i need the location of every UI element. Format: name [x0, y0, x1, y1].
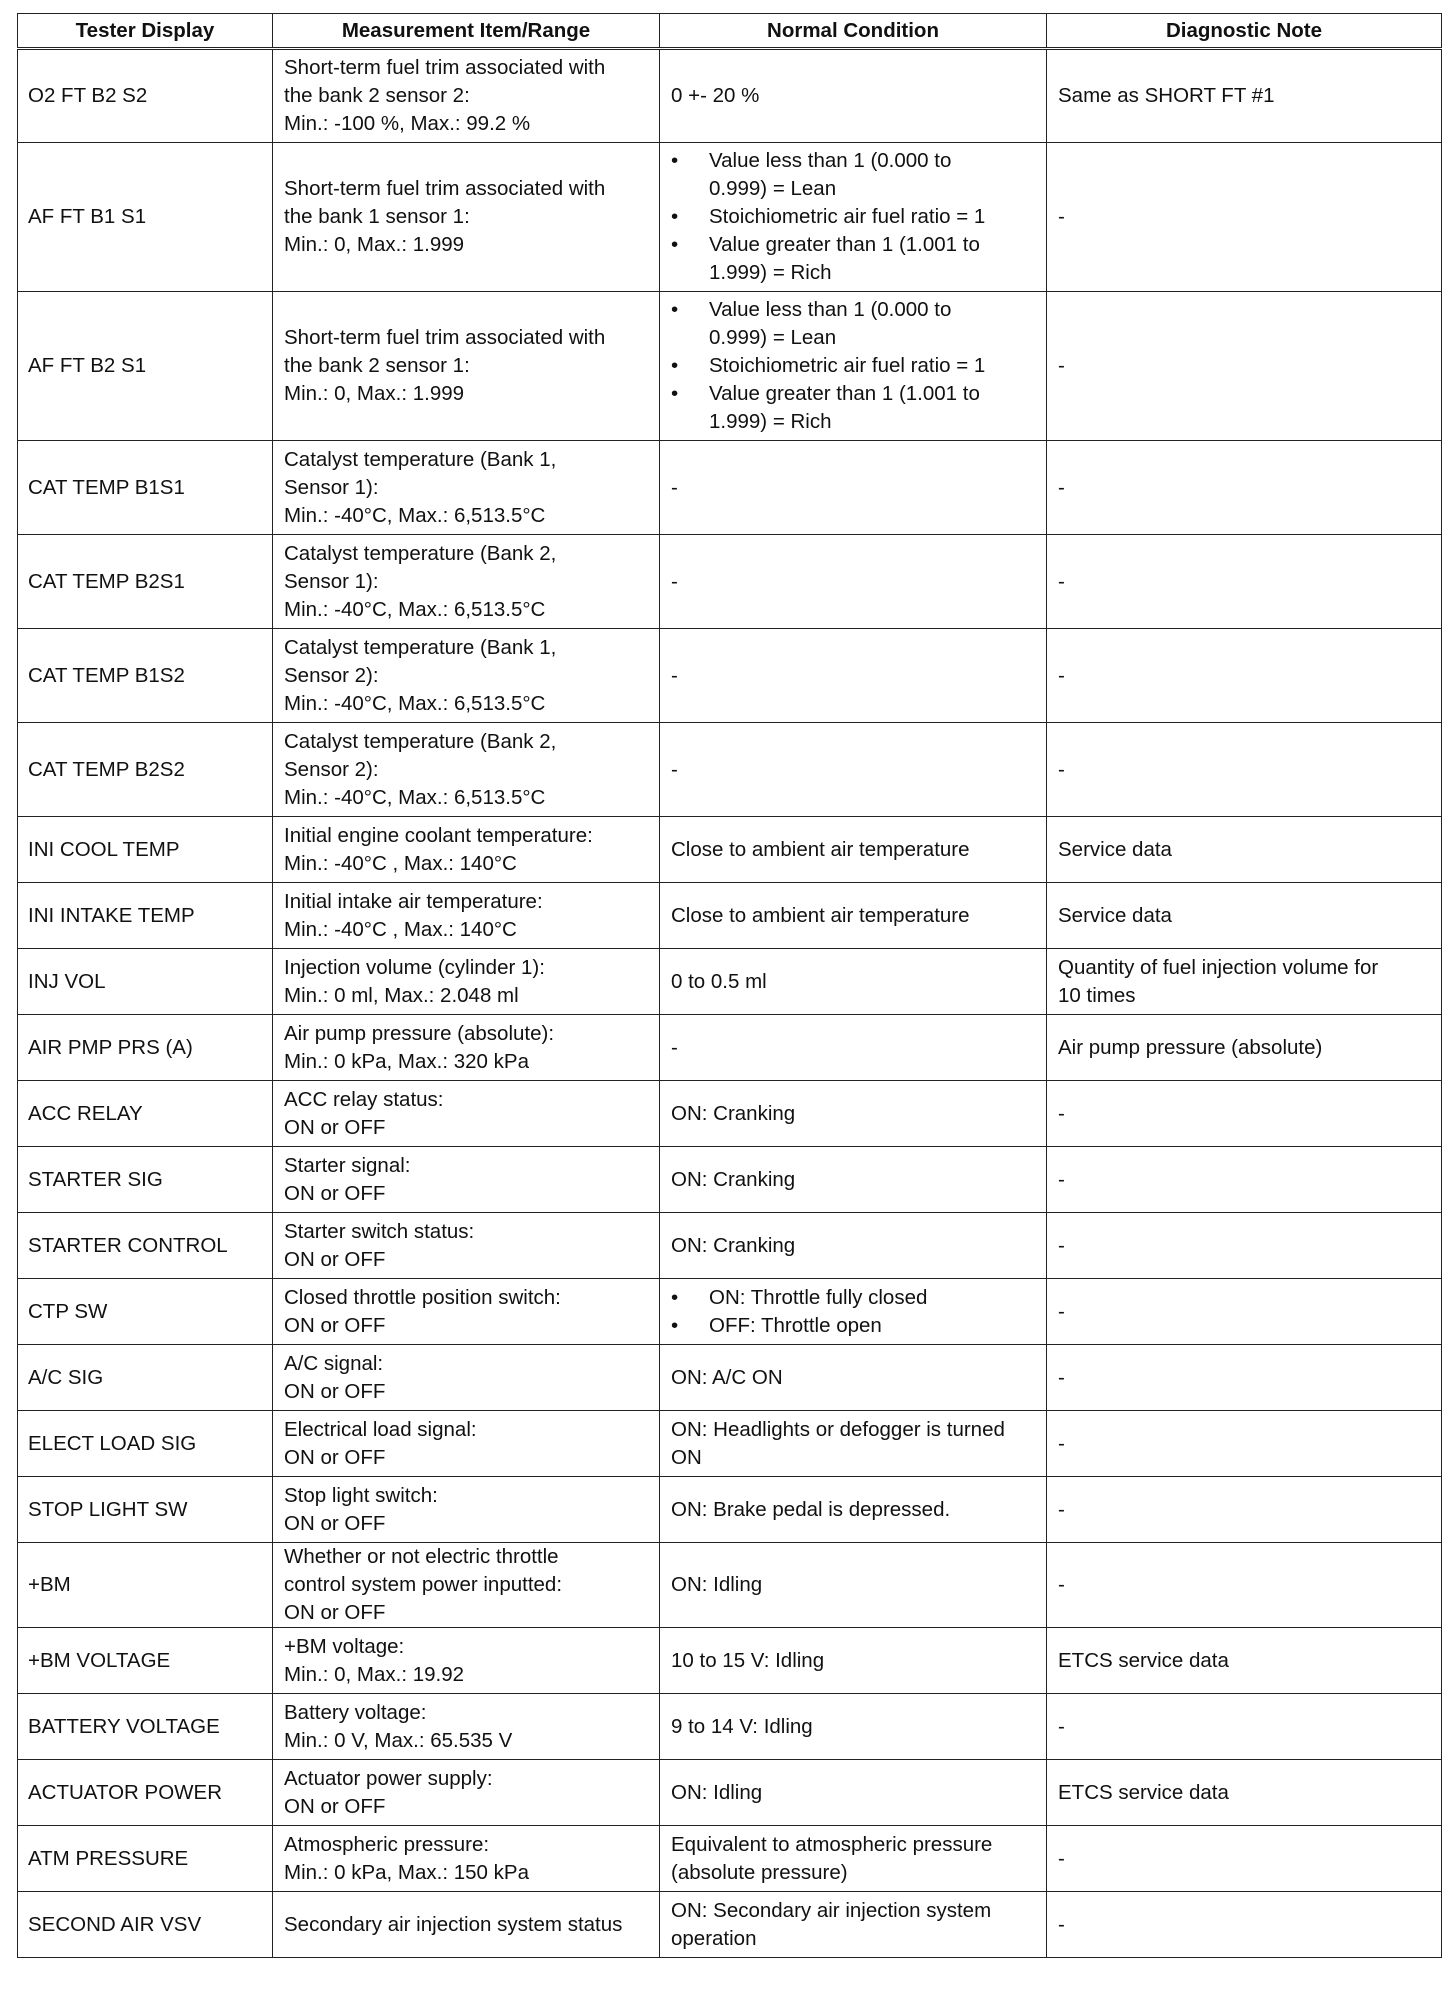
measurement-item-cell: A/C signal: ON or OFF [273, 1345, 660, 1411]
table-row [18, 1543, 1442, 1628]
table-row [18, 1147, 1442, 1213]
measurement-item-cell: Short-term fuel trim associated with the bank 1 sensor 1: Min.: 0, Max.: 1.999 [273, 143, 660, 292]
normal-condition-cell: ON: Cranking [660, 1081, 1047, 1147]
normal-condition-cell: ON: Idling [660, 1760, 1047, 1826]
normal-condition-cell: ON: Idling [660, 1543, 1047, 1628]
normal-condition-cell: 9 to 14 V: Idling [660, 1694, 1047, 1760]
tester-display-cell: INJ VOL [18, 949, 273, 1015]
normal-condition-cell [660, 143, 1047, 292]
normal-condition-cell: - [660, 1015, 1047, 1081]
normal-condition-cell: - [660, 723, 1047, 817]
normal-condition-cell: 10 to 15 V: Idling [660, 1628, 1047, 1694]
normal-condition-cell: Close to ambient air temperature [660, 817, 1047, 883]
header-tester-display: Tester Display [18, 14, 273, 49]
diagnostic-note-cell: - [1047, 1694, 1442, 1760]
table-row [18, 535, 1442, 629]
table-row [18, 49, 1442, 143]
measurement-item-cell: +BM voltage: Min.: 0, Max.: 19.92 [273, 1628, 660, 1694]
diagnostic-note-cell: - [1047, 292, 1442, 441]
tester-display-cell: STARTER CONTROL [18, 1213, 273, 1279]
tester-display-cell: O2 FT B2 S2 [18, 49, 273, 143]
measurement-item-cell: ACC relay status: ON or OFF [273, 1081, 660, 1147]
tester-display-cell: A/C SIG [18, 1345, 273, 1411]
table-row [18, 883, 1442, 949]
measurement-item-cell: Air pump pressure (absolute): Min.: 0 kPa, Max.: 320 kPa [273, 1015, 660, 1081]
normal-condition-cell: ON: A/C ON [660, 1345, 1047, 1411]
measurement-item-cell: Short-term fuel trim associated with the bank 2 sensor 2: Min.: -100 %, Max.: 99.2 % [273, 49, 660, 143]
measurement-item-cell: Initial engine coolant temperature: Min.: -40°C , Max.: 140°C [273, 817, 660, 883]
table-row [18, 1081, 1442, 1147]
tester-display-cell: +BM [18, 1543, 273, 1628]
measurement-item-cell: Electrical load signal: ON or OFF [273, 1411, 660, 1477]
normal-condition-cell: ON: Cranking [660, 1213, 1047, 1279]
diagnostic-note-cell: Service data [1047, 817, 1442, 883]
diagnostic-note-cell: ETCS service data [1047, 1628, 1442, 1694]
measurement-item-cell: Actuator power supply: ON or OFF [273, 1760, 660, 1826]
tester-display-cell: +BM VOLTAGE [18, 1628, 273, 1694]
measurement-item-cell: Starter switch status: ON or OFF [273, 1213, 660, 1279]
normal-condition-bullet: • OFF: Throttle open [671, 1312, 1036, 1340]
table-row [18, 1477, 1442, 1543]
diagnostic-note-cell: - [1047, 441, 1442, 535]
normal-condition-cell: Equivalent to atmospheric pressure (absolute pressure) [660, 1826, 1047, 1892]
measurement-item-cell: Short-term fuel trim associated with the bank 2 sensor 1: Min.: 0, Max.: 1.999 [273, 292, 660, 441]
diagnostic-note-cell: - [1047, 1147, 1442, 1213]
normal-condition-cell: 0 to 0.5 ml [660, 949, 1047, 1015]
diagnostic-note-cell: - [1047, 1213, 1442, 1279]
measurement-item-cell: Catalyst temperature (Bank 2, Sensor 1): Min.: -40°C, Max.: 6,513.5°C [273, 535, 660, 629]
tester-display-cell: ATM PRESSURE [18, 1826, 273, 1892]
diagnostic-note-cell: - [1047, 1081, 1442, 1147]
normal-condition-bullet: • Value less than 1 (0.000 to 0.999) = Lean [671, 147, 1036, 203]
diagnostic-note-cell: Same as SHORT FT #1 [1047, 49, 1442, 143]
tester-display-cell: INI COOL TEMP [18, 817, 273, 883]
normal-condition-cell [660, 1279, 1047, 1345]
table-row [18, 441, 1442, 535]
header-diagnostic-note: Diagnostic Note [1047, 14, 1442, 49]
table-row [18, 1694, 1442, 1760]
tester-display-cell: AF FT B2 S1 [18, 292, 273, 441]
table-row [18, 1628, 1442, 1694]
tester-display-cell: STOP LIGHT SW [18, 1477, 273, 1543]
measurement-item-cell: Injection volume (cylinder 1): Min.: 0 ml, Max.: 2.048 ml [273, 949, 660, 1015]
measurement-item-cell: Closed throttle position switch: ON or OFF [273, 1279, 660, 1345]
tester-display-cell: CTP SW [18, 1279, 273, 1345]
table-row [18, 629, 1442, 723]
normal-condition-list [671, 1284, 1036, 1340]
diagnostic-note-cell: - [1047, 1892, 1442, 1958]
measurement-item-cell: Starter signal: ON or OFF [273, 1147, 660, 1213]
diagnostic-note-cell: - [1047, 143, 1442, 292]
measurement-item-cell: Catalyst temperature (Bank 1, Sensor 2): Min.: -40°C, Max.: 6,513.5°C [273, 629, 660, 723]
table-row [18, 1279, 1442, 1345]
diagnostic-note-cell: Service data [1047, 883, 1442, 949]
header-measurement-item: Measurement Item/Range [273, 14, 660, 49]
tester-display-cell: ELECT LOAD SIG [18, 1411, 273, 1477]
diagnostic-note-cell: - [1047, 1826, 1442, 1892]
normal-condition-cell: ON: Secondary air injection system operation [660, 1892, 1047, 1958]
tester-display-cell: CAT TEMP B2S1 [18, 535, 273, 629]
table-row [18, 143, 1442, 292]
tester-display-cell: BATTERY VOLTAGE [18, 1694, 273, 1760]
normal-condition-bullet: • Value greater than 1 (1.001 to 1.999) = Rich [671, 231, 1036, 287]
diagnostic-note-cell: - [1047, 1543, 1442, 1628]
normal-condition-cell [660, 292, 1047, 441]
normal-condition-bullet: • Stoichiometric air fuel ratio = 1 [671, 352, 1036, 380]
table-row [18, 292, 1442, 441]
diagnostic-note-cell: Air pump pressure (absolute) [1047, 1015, 1442, 1081]
diagnostic-note-cell: - [1047, 723, 1442, 817]
measurement-item-cell: Catalyst temperature (Bank 1, Sensor 1): Min.: -40°C, Max.: 6,513.5°C [273, 441, 660, 535]
table-row [18, 1015, 1442, 1081]
header-normal-condition: Normal Condition [660, 14, 1047, 49]
normal-condition-list [671, 147, 1036, 287]
normal-condition-cell: - [660, 441, 1047, 535]
normal-condition-cell: ON: Brake pedal is depressed. [660, 1477, 1047, 1543]
table-row [18, 817, 1442, 883]
measurement-item-cell: Stop light switch: ON or OFF [273, 1477, 660, 1543]
header-row [18, 14, 1442, 49]
table-row [18, 1213, 1442, 1279]
tester-display-cell: AIR PMP PRS (A) [18, 1015, 273, 1081]
diagnostic-note-cell: ETCS service data [1047, 1760, 1442, 1826]
normal-condition-cell: Close to ambient air temperature [660, 883, 1047, 949]
table-row [18, 1826, 1442, 1892]
measurement-item-cell: Secondary air injection system status [273, 1892, 660, 1958]
table-row [18, 1760, 1442, 1826]
measurement-item-cell: Catalyst temperature (Bank 2, Sensor 2): Min.: -40°C, Max.: 6,513.5°C [273, 723, 660, 817]
diagnostic-note-cell: - [1047, 535, 1442, 629]
table-row [18, 723, 1442, 817]
measurement-item-cell: Battery voltage: Min.: 0 V, Max.: 65.535 V [273, 1694, 660, 1760]
table-row [18, 1411, 1442, 1477]
tester-display-cell: ACTUATOR POWER [18, 1760, 273, 1826]
tester-display-cell: CAT TEMP B2S2 [18, 723, 273, 817]
data-list-sheet [17, 13, 1441, 1958]
tester-display-cell: CAT TEMP B1S2 [18, 629, 273, 723]
table-row [18, 1892, 1442, 1958]
normal-condition-list [671, 296, 1036, 436]
normal-condition-bullet: • Value greater than 1 (1.001 to 1.999) = Rich [671, 380, 1036, 436]
tester-display-cell: SECOND AIR VSV [18, 1892, 273, 1958]
measurement-item-cell: Whether or not electric throttle control system power inputted: ON or OFF [273, 1543, 660, 1628]
normal-condition-bullet: • Stoichiometric air fuel ratio = 1 [671, 203, 1036, 231]
measurement-item-cell: Atmospheric pressure: Min.: 0 kPa, Max.: 150 kPa [273, 1826, 660, 1892]
tester-display-cell: CAT TEMP B1S1 [18, 441, 273, 535]
data-list-table [17, 13, 1442, 1958]
table-row [18, 949, 1442, 1015]
diagnostic-note-cell: - [1047, 629, 1442, 723]
tester-display-cell: INI INTAKE TEMP [18, 883, 273, 949]
normal-condition-cell: ON: Headlights or defogger is turned ON [660, 1411, 1047, 1477]
normal-condition-cell: - [660, 629, 1047, 723]
diagnostic-note-cell: Quantity of fuel injection volume for 10 times [1047, 949, 1442, 1015]
tester-display-cell: ACC RELAY [18, 1081, 273, 1147]
table-body [18, 49, 1442, 1958]
tester-display-cell: AF FT B1 S1 [18, 143, 273, 292]
measurement-item-cell: Initial intake air temperature: Min.: -40°C , Max.: 140°C [273, 883, 660, 949]
diagnostic-note-cell: - [1047, 1477, 1442, 1543]
normal-condition-cell: 0 +- 20 % [660, 49, 1047, 143]
diagnostic-note-cell: - [1047, 1345, 1442, 1411]
diagnostic-note-cell: - [1047, 1279, 1442, 1345]
normal-condition-cell: - [660, 535, 1047, 629]
diagnostic-note-cell: - [1047, 1411, 1442, 1477]
normal-condition-bullet: • Value less than 1 (0.000 to 0.999) = Lean [671, 296, 1036, 352]
normal-condition-bullet: • ON: Throttle fully closed [671, 1284, 1036, 1312]
table-row [18, 1345, 1442, 1411]
tester-display-cell: STARTER SIG [18, 1147, 273, 1213]
normal-condition-cell: ON: Cranking [660, 1147, 1047, 1213]
